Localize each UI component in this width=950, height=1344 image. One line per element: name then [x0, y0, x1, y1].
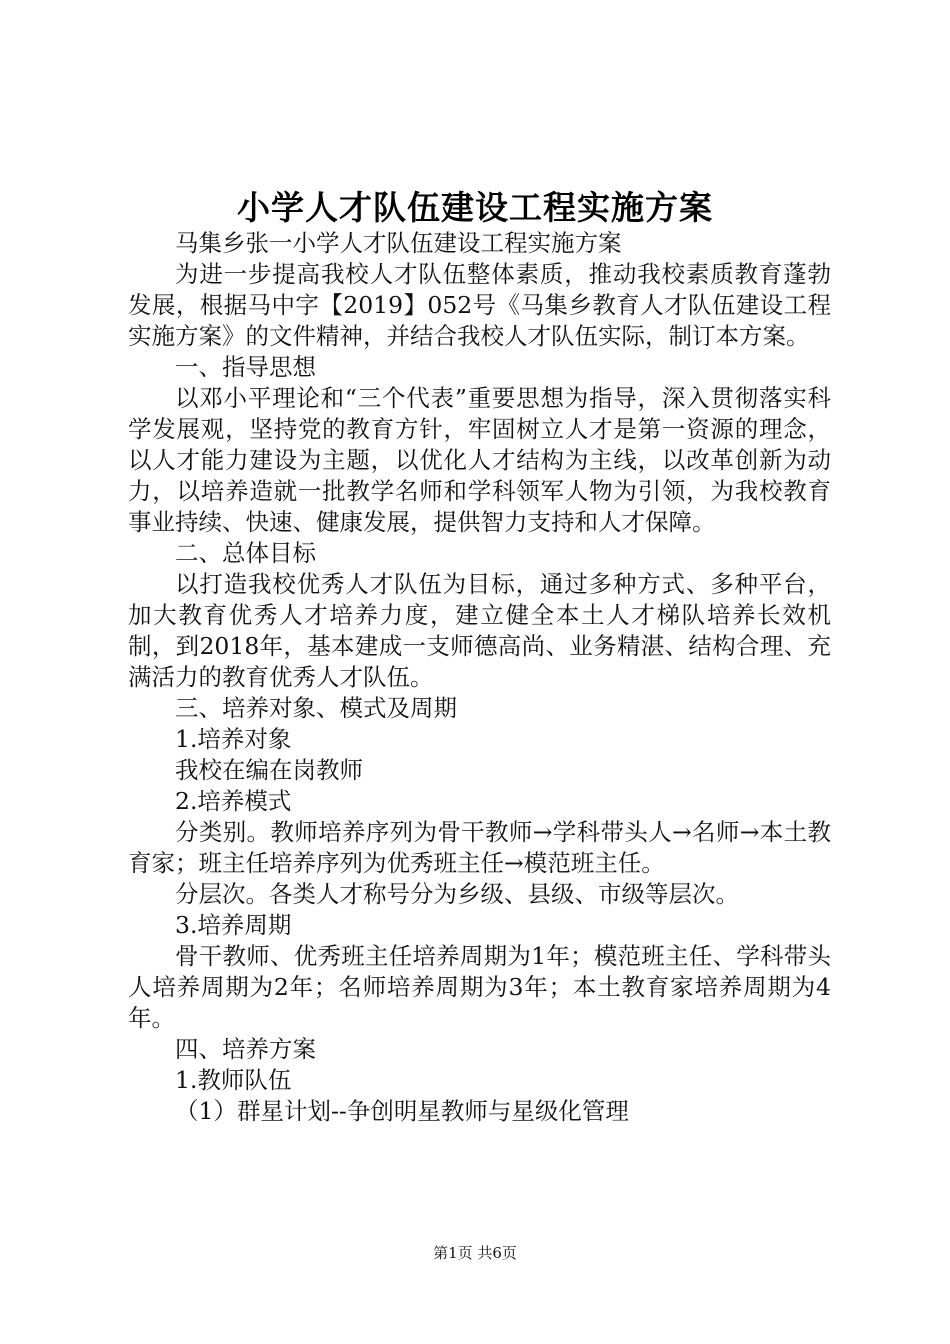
subheading-training-object: 1.培养对象: [175, 725, 292, 753]
training-cycle-paragraph: 骨干教师、优秀班主任培养周期为1年；模范班主任、学科带头人培养周期为2年；名师培养周期为3年；本土教育家培养周期为4年。: [128, 942, 831, 1032]
guiding-ideology-paragraph: 以邓小平理论和“三个代表”重要思想为指导，深入贯彻落实科学发展观，坚持党的教育方针，牢固树立人才是第一资源的理念，以人才能力建设为主题，以优化人才结构为主线，以改革创新为动力，以培养造就一批教学名师和学科领军人物为引领，为我校教育事业持续、快速、健康发展，提供智力支持和人才保障。: [128, 384, 831, 536]
subheading-training-cycle: 3.培养周期: [175, 911, 292, 939]
document-title: 小学人才队伍建设工程实施方案: [237, 188, 713, 227]
intro-paragraph: 为进一步提高我校人才队伍整体素质，推动我校素质教育蓬勃发展，根据马中字【2019】052号《马集乡教育人才队伍建设工程实施方案》的文件精神，并结合我校人才队伍实际，制订本方案。: [128, 260, 831, 350]
training-mode-category-paragraph: 分类别。教师培养序列为骨干教师→学科带头人→名师→本土教育家；班主任培养序列为优秀班主任→模范班主任。: [128, 818, 831, 877]
training-mode-level-paragraph: 分层次。各类人才称号分为乡级、县级、市级等层次。: [175, 880, 739, 908]
document-body: [128, 228, 831, 1127]
section-heading-guiding-ideology: 一、指导思想: [175, 353, 316, 381]
page-footer: 第1页 共6页: [433, 1244, 517, 1262]
subheading-star-plan: （1）群星计划--争创明星教师与星级化管理: [175, 1097, 629, 1125]
training-object-paragraph: 我校在编在岗教师: [175, 756, 363, 784]
subheading-teacher-team: 1.教师队伍: [175, 1066, 292, 1094]
overall-goal-paragraph: 以打造我校优秀人才队伍为目标，通过多种方式、多种平台，加大教育优秀人才培养力度，建立健全本土人才梯队培养长效机制，到2018年，基本建成一支师德高尚、业务精湛、结构合理、充满活力的教育优秀人才队伍。: [128, 570, 831, 691]
section-heading-overall-goal: 二、总体目标: [175, 539, 316, 567]
subheading-training-mode: 2.培养模式: [175, 787, 292, 815]
section-heading-training-plan: 四、培养方案: [175, 1035, 316, 1063]
section-heading-training-targets: 三、培养对象、模式及周期: [175, 694, 457, 722]
subtitle-paragraph: 马集乡张一小学人才队伍建设工程实施方案: [175, 229, 622, 257]
